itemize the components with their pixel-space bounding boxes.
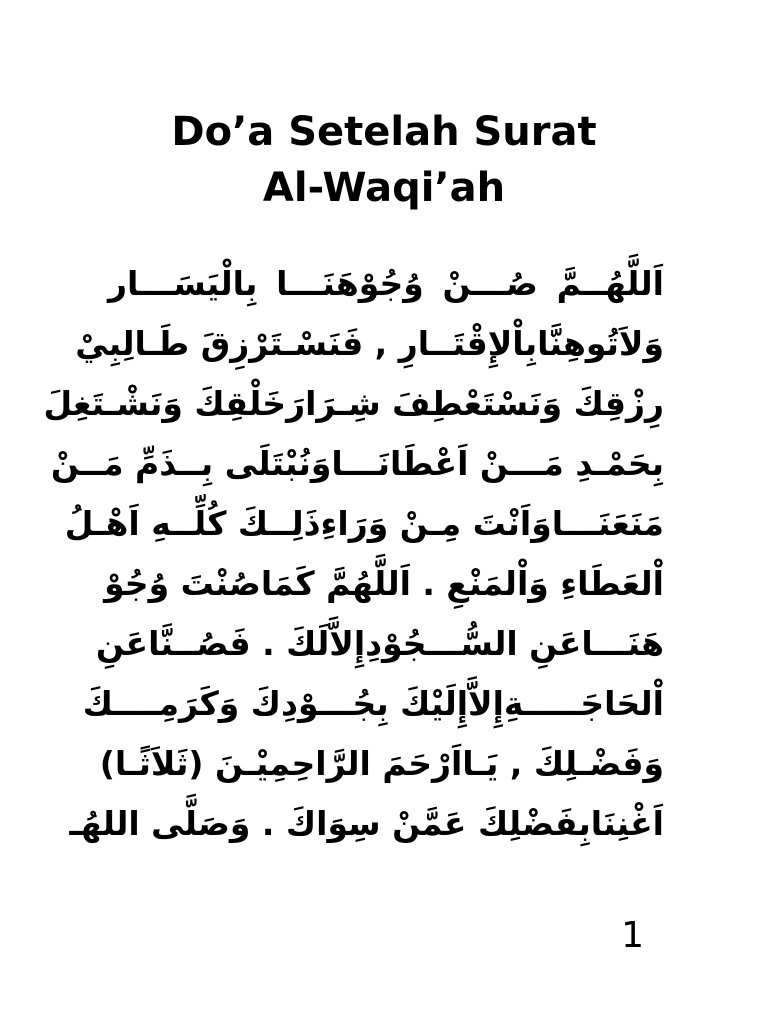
page-title bbox=[0, 104, 768, 216]
arabic-text-line: اْلحَاجَـــــةِإِلاَّإِلَيْكَ بِجُـــوْدِكَ وَكَرَمِــــكَ bbox=[82, 684, 664, 723]
title-line-1: Do’a Setelah Surat bbox=[171, 109, 597, 155]
arabic-text-line: هَنَـــاعَنِ السُّـــجُوْدِإِلاَّلَكَ . فَصُــنَّاعَنِ bbox=[95, 624, 664, 663]
arabic-text-line: رِزْقِكَ وَنَسْتَعْطِفَ شِـرَارَخَلْقِكَ وَنَشْـتَغِلَ bbox=[43, 384, 664, 423]
arabic-text-line: اْلعَطَاءِ وَاْلمَنْعِ . اَللَّهُمَّ كَمَاصُنْتَ وُجُوْ bbox=[104, 564, 664, 603]
arabic-text-line: اَغْنِنَابِفَضْلِكَ عَمَّنْ سِوَاكَ . وَصَلَّى اللهُـ bbox=[69, 804, 664, 843]
arabic-text-line: اَللَّهُــمَّ صُـــنْ وُجُوْهَنَـــا بِالْيَسَـــار bbox=[108, 264, 664, 303]
arabic-text-line: مَنَعَنَـــاوَاَنْتَ مِـنْ وَرَاءِذَلِــكَ كُلِّــهِ اَهْـلُ bbox=[64, 504, 664, 543]
arabic-text-line: بِحَمْـدِ مَـــنْ اَعْطَانَـــاوَنُبْتَلَى بِــذَمِّ مَــنْ bbox=[50, 444, 664, 483]
title-line-2: Al-Waqi’ah bbox=[262, 165, 506, 211]
arabic-prayer-text bbox=[43, 254, 664, 854]
arabic-text-line: وَفَضْـلِكَ , يَـااَرْحَمَ الرَّاحِمِيْـنَ (ثَلاَثًـا) bbox=[99, 744, 664, 783]
page-number: 1 bbox=[621, 915, 644, 956]
arabic-text-line: وَلاَتُوهِنَّابِاْلإِقْتَــارِ , فَنَسْـتَرْزِقَ طَـالِبِيْ bbox=[75, 324, 664, 363]
